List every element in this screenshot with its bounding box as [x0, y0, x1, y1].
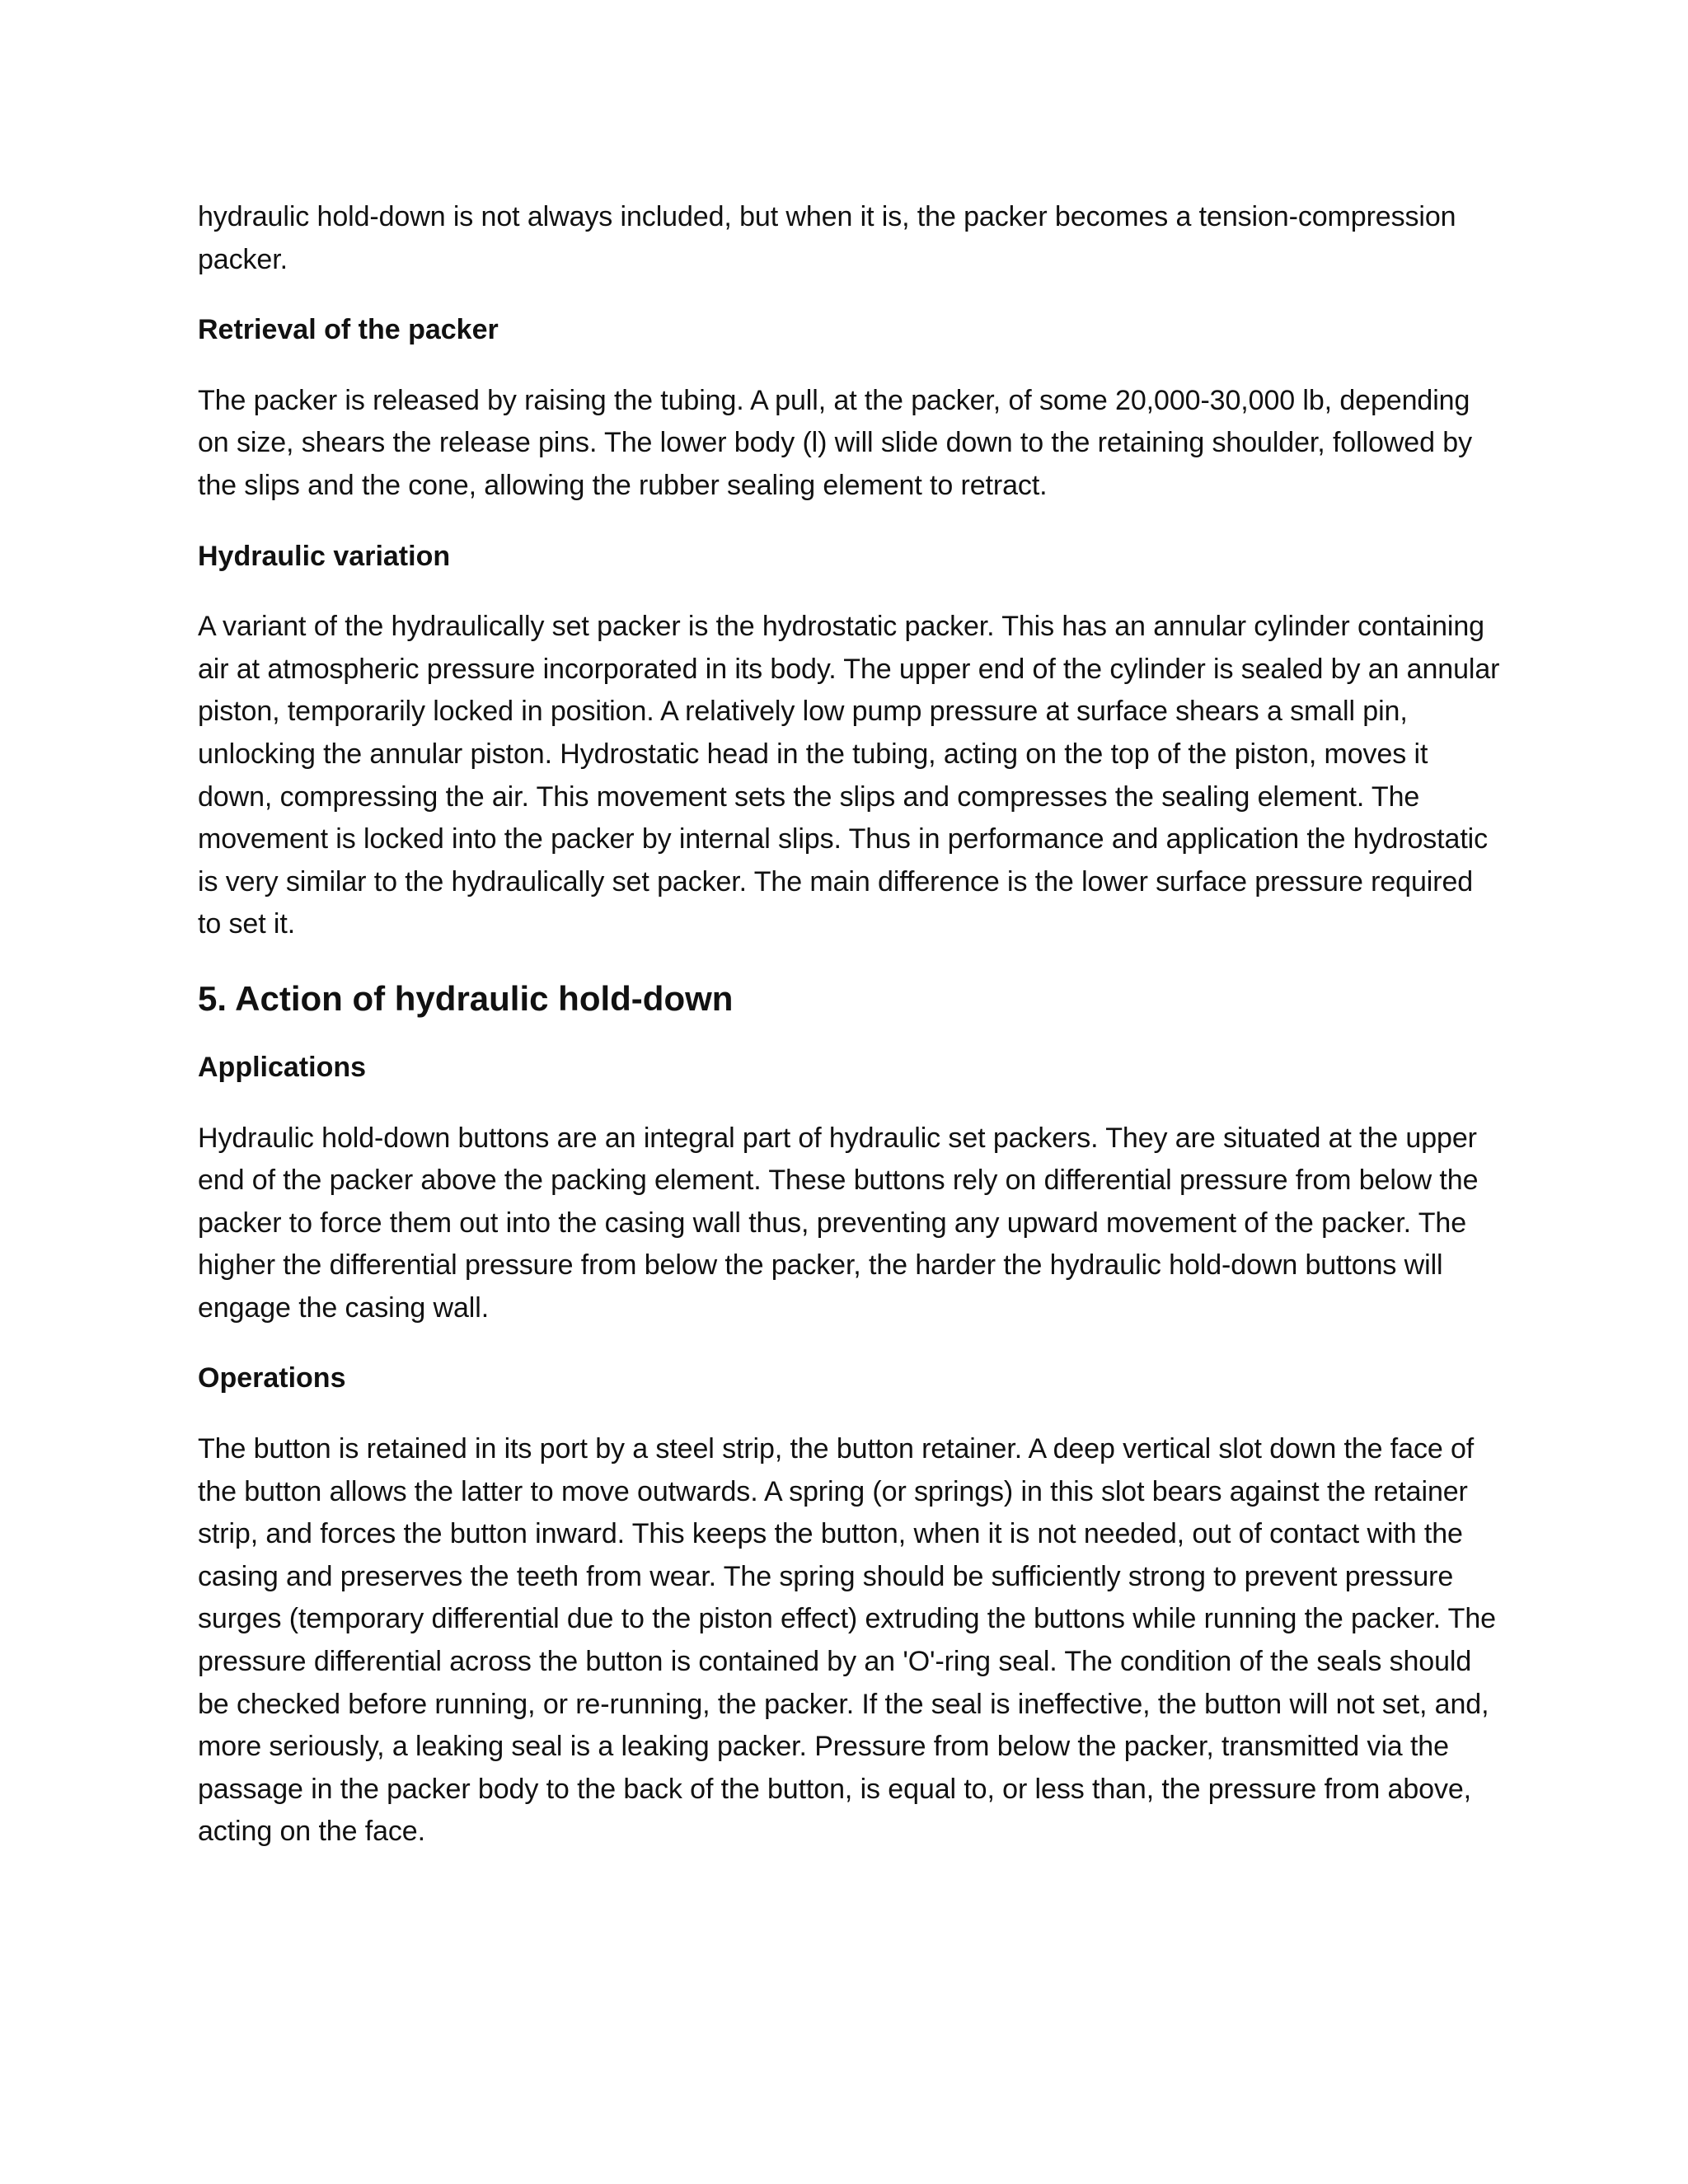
applications-paragraph: Hydraulic hold-down buttons are an integral part of hydraulic set packers. They are situated at the upper end of the packer above the packing element. These buttons rely on differential pressure from below the packer to force them out into the casing wall thus, preventing any upward movement of the packer. The higher the differential pressure from below the packer, the harder the hydraulic hold-down buttons will engage the casing wall. — [198, 1122, 1479, 1324]
operations-heading: Operations — [198, 1362, 346, 1394]
intro-paragraph: hydraulic hold-down is not always included, but when it is, the packer becomes a tension-compression packer. — [198, 201, 1456, 275]
document-page — [198, 196, 1500, 1854]
retrieval-paragraph: The packer is released by raising the tubing. A pull, at the packer, of some 20,000-30,000 lb, depending on size, shears the release pins. The lower body (l) will slide down to the retaining shoulder, followed by the slips and the cone, allowing the rubber sealing element to retract. — [198, 384, 1472, 501]
applications-heading: Applications — [198, 1051, 367, 1083]
section-5-heading: 5. Action of hydraulic hold-down — [198, 978, 734, 1018]
retrieval-heading: Retrieval of the packer — [198, 314, 499, 346]
hydraulic-variation-heading: Hydraulic variation — [198, 540, 451, 572]
operations-paragraph: The button is retained in its port by a steel strip, the button retainer. A deep vertical slot down the face of the button allows the latter to move outwards. A spring (or springs) in this slot bears against the retainer strip, and forces the button inward. This keeps the button, when it is not needed, out of contact with the casing and preserves the teeth from wear. The spring should be sufficiently strong to prevent pressure surges (temporary differential due to the piston effect) extruding the buttons while running the packer. The pressure differential across the button is contained by an 'O'-ring seal. The condition of the seals should be checked before running, or re-running, the packer. If the seal is ineffective, the button will not set, and, more seriously, a leaking seal is a leaking packer. Pressure from below the packer, transmitted via the passage in the packer body to the back of the button, is equal to, or less than, the pressure from above, acting on the face. — [198, 1433, 1496, 1848]
hydraulic-variation-paragraph: A variant of the hydraulically set packer is the hydrostatic packer. This has an annular cylinder containing air at atmospheric pressure incorporated in its body. The upper end of the cylinder is sealed by an annular piston, temporarily locked in position. A relatively low pump pressure at surface shears a small pin, unlocking the annular piston. Hydrostatic head in the tubing, acting on the top of the piston, moves it down, compressing the air. This movement sets the slips and compresses the sealing element. The movement is locked into the packer by internal slips. Thus in performance and application the hydrostatic is very similar to the hydraulically set packer. The main difference is the lower surface pressure required to set it. — [198, 611, 1500, 940]
